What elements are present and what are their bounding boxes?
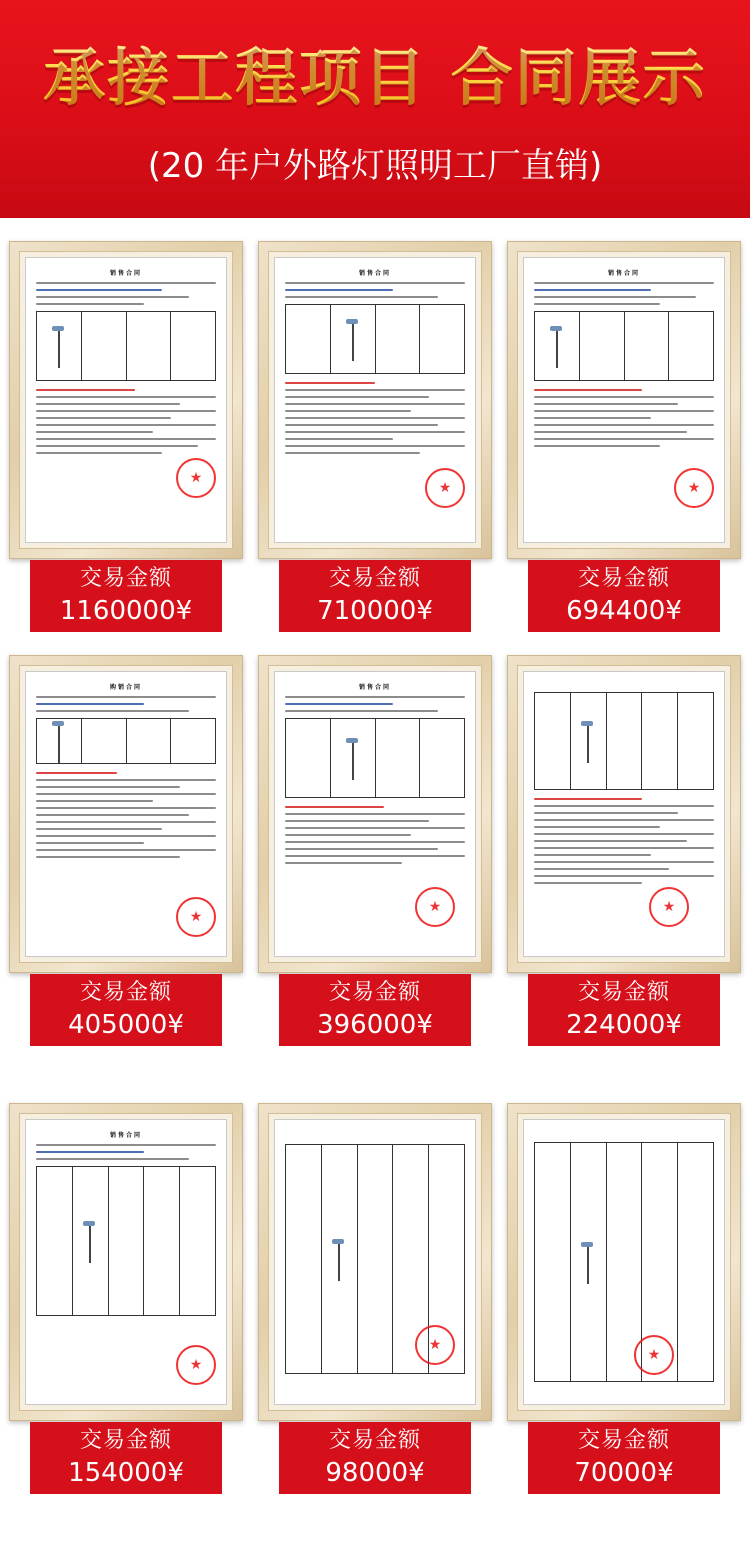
contract-document bbox=[25, 671, 227, 957]
street-lamp-icon bbox=[83, 1219, 97, 1263]
doc-title: 销售合同 bbox=[109, 1132, 142, 1139]
deal-amount-value: 224000¥ bbox=[566, 1010, 682, 1040]
deal-amount-label: 交易金额 bbox=[328, 980, 421, 1005]
red-seal-stamp-icon: ★ bbox=[649, 887, 689, 927]
contract-table bbox=[285, 304, 465, 374]
contract-document bbox=[25, 1119, 227, 1405]
deal-amount-value: 1160000¥ bbox=[59, 596, 193, 626]
deal-amount-badge bbox=[528, 974, 720, 1046]
deal-amount-label: 交易金额 bbox=[79, 980, 172, 1005]
street-lamp-icon bbox=[346, 317, 360, 361]
deal-amount-label: 交易金额 bbox=[577, 566, 670, 591]
deal-amount-label: 交易金额 bbox=[328, 566, 421, 591]
contract-table bbox=[534, 1142, 714, 1382]
contract-document bbox=[523, 1119, 725, 1405]
deal-amount-label: 交易金额 bbox=[577, 980, 670, 1005]
picture-frame bbox=[258, 241, 492, 559]
header-banner bbox=[0, 0, 750, 218]
red-seal-stamp-icon: ★ bbox=[415, 887, 455, 927]
picture-frame bbox=[9, 655, 243, 973]
contract-table bbox=[36, 311, 216, 381]
red-seal-stamp-icon: ★ bbox=[176, 458, 216, 498]
doc-title: 购销合同 bbox=[109, 684, 142, 691]
deal-amount-value: 396000¥ bbox=[317, 1010, 433, 1040]
deal-amount-value: 154000¥ bbox=[68, 1458, 184, 1488]
picture-frame bbox=[507, 241, 741, 559]
deal-amount-badge bbox=[30, 1422, 222, 1494]
contract-document bbox=[523, 671, 725, 957]
doc-title: 销售合同 bbox=[109, 270, 142, 277]
deal-amount-badge bbox=[279, 974, 471, 1046]
red-seal-stamp-icon: ★ bbox=[425, 468, 465, 508]
street-lamp-icon bbox=[332, 1237, 346, 1281]
picture-frame bbox=[507, 655, 741, 973]
deal-amount-value: 405000¥ bbox=[68, 1010, 184, 1040]
contract-document bbox=[274, 671, 476, 957]
contract-table bbox=[36, 718, 216, 764]
picture-frame bbox=[507, 1103, 741, 1421]
deal-amount-label: 交易金额 bbox=[328, 1428, 421, 1453]
deal-amount-badge bbox=[279, 560, 471, 632]
deal-amount-label: 交易金额 bbox=[577, 1428, 670, 1453]
contract-table bbox=[534, 311, 714, 381]
doc-title: 销售合同 bbox=[607, 270, 640, 277]
contract-table bbox=[36, 1166, 216, 1316]
red-seal-stamp-icon: ★ bbox=[634, 1335, 674, 1375]
deal-amount-badge bbox=[279, 1422, 471, 1494]
red-seal-stamp-icon: ★ bbox=[674, 468, 714, 508]
contract-document bbox=[274, 257, 476, 543]
contract-table bbox=[534, 692, 714, 790]
deal-amount-label: 交易金额 bbox=[79, 566, 172, 591]
red-seal-stamp-icon: ★ bbox=[176, 897, 216, 937]
picture-frame bbox=[9, 241, 243, 559]
deal-amount-value: 98000¥ bbox=[325, 1458, 425, 1488]
contract-document bbox=[25, 257, 227, 543]
street-lamp-icon bbox=[581, 1240, 595, 1284]
doc-title: 销售合同 bbox=[358, 270, 391, 277]
contract-document bbox=[523, 257, 725, 543]
deal-amount-value: 710000¥ bbox=[317, 596, 433, 626]
doc-title: 销售合同 bbox=[358, 684, 391, 691]
red-seal-stamp-icon: ★ bbox=[176, 1345, 216, 1385]
street-lamp-icon bbox=[550, 324, 564, 368]
street-lamp-icon bbox=[346, 736, 360, 780]
street-lamp-icon bbox=[52, 324, 66, 368]
contract-document bbox=[274, 1119, 476, 1405]
deal-amount-value: 694400¥ bbox=[566, 596, 682, 626]
picture-frame bbox=[258, 1103, 492, 1421]
red-seal-stamp-icon: ★ bbox=[415, 1325, 455, 1365]
deal-amount-badge bbox=[528, 560, 720, 632]
deal-amount-badge bbox=[30, 560, 222, 632]
picture-frame bbox=[9, 1103, 243, 1421]
deal-amount-badge bbox=[30, 974, 222, 1046]
deal-amount-value: 70000¥ bbox=[574, 1458, 674, 1488]
deal-amount-badge bbox=[528, 1422, 720, 1494]
street-lamp-icon bbox=[581, 719, 595, 763]
page-title: 承接工程项目 合同展示 bbox=[0, 28, 750, 117]
picture-frame bbox=[258, 655, 492, 973]
page-subtitle: (20 年户外路灯照明工厂直销) bbox=[147, 146, 603, 186]
contract-table bbox=[285, 718, 465, 798]
street-lamp-icon bbox=[52, 719, 66, 763]
deal-amount-label: 交易金额 bbox=[79, 1428, 172, 1453]
